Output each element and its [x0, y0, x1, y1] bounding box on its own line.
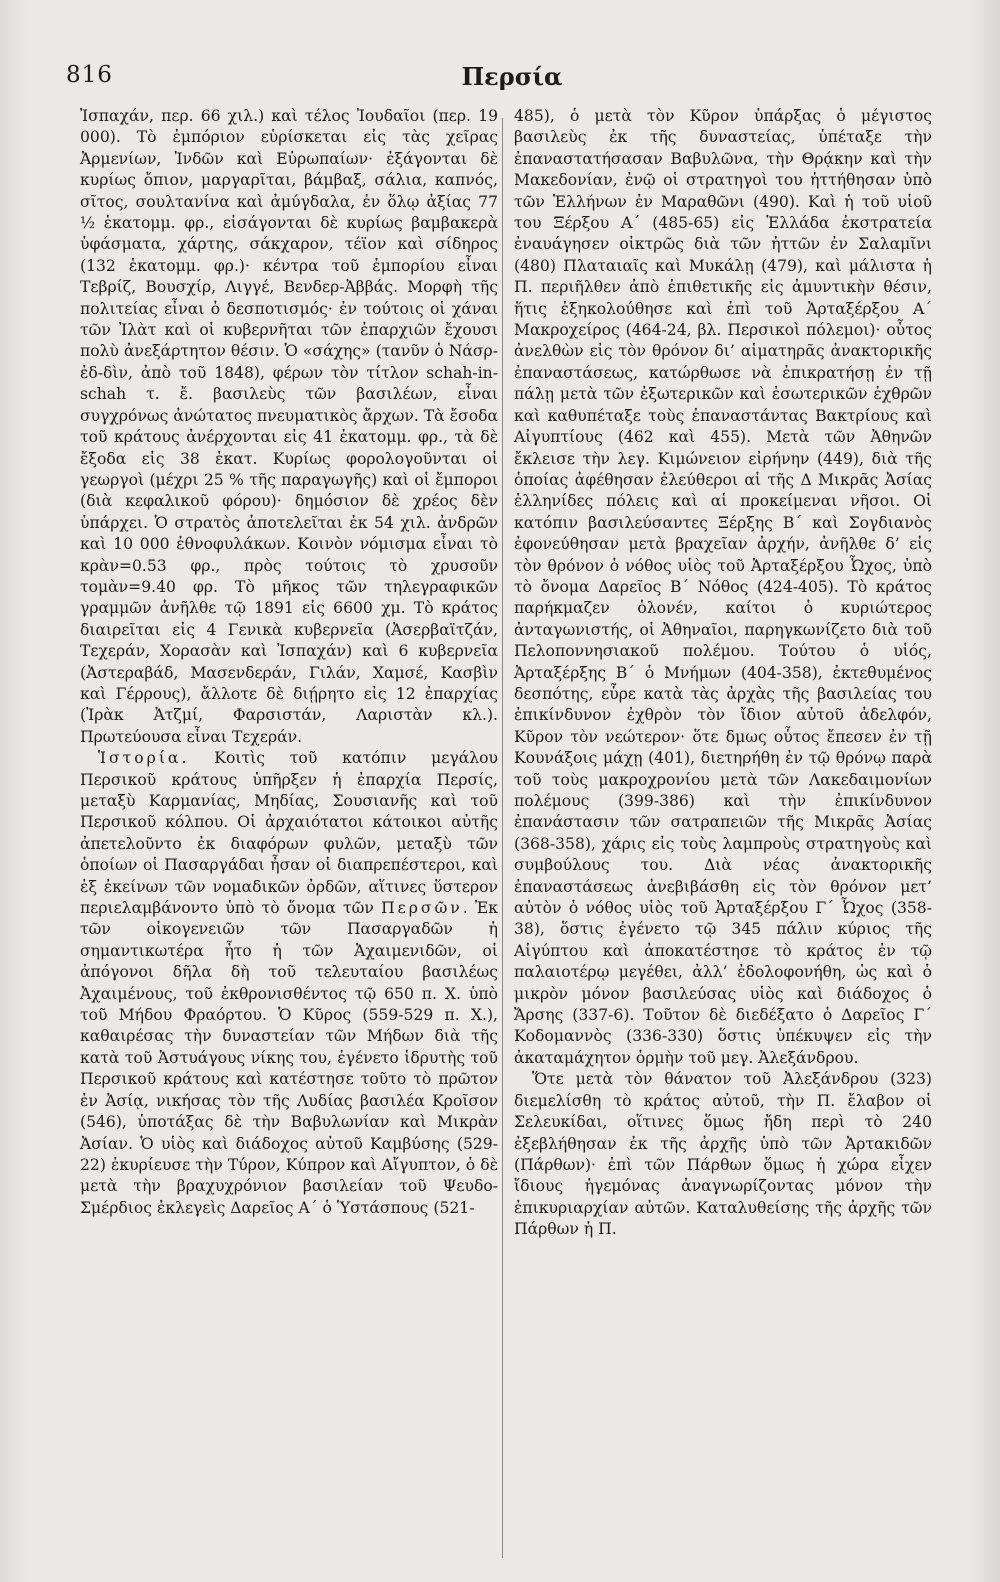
persians-name: Περσῶν	[381, 899, 463, 918]
running-title: Περσία	[461, 62, 563, 91]
column-divider	[502, 118, 503, 1558]
page-header	[66, 62, 958, 102]
right-column	[514, 106, 932, 1241]
history-paragraph	[80, 748, 498, 1219]
history-continuation: . Ἐκ τῶν οἰκογενειῶν τῶν Πασαργαδῶν ἡ σημαντικωτέρα ἦτο ἡ τῶν Ἀχαιμενιδῶν, οἱ ἀπόγονοι δῆλα δὴ τοῦ τελευταίου βασιλέως Ἀχαιμένους, τοῦ ἐκθρονισθέντος τῷ 650 π. Χ. ὑπὸ τοῦ Μήδου Φραόρτου. Ὁ Κῦρος (559-529 π. Χ.), καθαιρέσας τὴν δυναστείαν τῶν Μήδων διὰ τῆς κατὰ τοῦ Ἀστυάγους νίκης του, ἐγένετο ἱδρυτὴς τοῦ Περσικοῦ κράτους καὶ κατέστησε τοῦτο τὸ πρῶτον ἐν Ἀσίᾳ, νικήσας τὸν τῆς Λυδίας βασιλέα Κροῖσον (546), ὑποτάξας δὲ τὴν Βαβυλωνίαν καὶ Μικρὰν Ἀσίαν. Ὁ υἱὸς καὶ διάδοχος αὐτοῦ Καμβύσης (529-22) ἐκυρίευσε τὴν Τύρον, Κύπρον καὶ Αἴγυπτον, ὁ δὲ μετὰ τὴν βραχυχρόνιον βασιλείαν τοῦ Ψευδο-Σμέρδιος ἐκλεγεὶς Δαρεῖος Α΄ ὁ Ὑστάσπους (521-	[80, 899, 498, 1217]
page-number: 816	[66, 62, 113, 88]
history-lead: Ἱστορία.	[98, 749, 190, 768]
achaemenid-paragraph: 485), ὁ μετὰ τὸν Κῦρον ὑπάρξας ὁ μέγιστος βασιλεὺς ἐκ τῆς δυναστείας, ὑπέταξε τὴν ἐπαναστατήσασαν Βαβυλῶνα, τὴν Θρᾴκην καὶ τὴν Μακεδονίαν, ἐνῷ οἱ στρατηγοὶ του ἡττήθησαν ὑπὸ τῶν Ἑλλήνων ἐν Μαραθῶνι (490). Καὶ ἡ τοῦ υἱοῦ του Ξέρξου Α΄ (485-65) εἰς Ἑλλάδα ἐκστρατεία ἐναυάγησεν οἰκτρῶς διὰ τῶν ἡττῶν ἐν Σαλαμῖνι (480) Πλαταιαῖς καὶ Μυκάλῃ (479), καὶ μάλιστα ἡ Π. περιῆλθεν ἀπὸ ἐπιθετικῆς εἰς ἀμυντικὴν θέσιν, ἥτις ἐξηκολούθησε καὶ ἐπὶ τοῦ Ἀρταξέρξου Α΄ Μακροχείρος (464-24, βλ. Περσικοὶ πόλεμοι)· οὗτος ἀνελθὼν εἰς τὸν θρόνον δι’ αἱματηρᾶς ἀνακτορικῆς ἐπαναστάσεως, κατώρθωσε νὰ ἐπικρατήσῃ ἐν τῇ πάλῃ μετὰ τῶν ἐξωτερικῶν καὶ ἐσωτερικῶν ἐχθρῶν καὶ καθυπέταξε τοὺς ἐπαναστάντας Βακτρίους καὶ Αἰγυπτίους (462 καὶ 455). Μετὰ τῶν Ἀθηνῶν ἔκλεισε τὴν λεγ. Κιμώνειον εἰρήνην (449), διὰ τῆς ὁποίας ἀφέθησαν ἐλεύθεροι αἱ τῆς Δ Μικρᾶς Ἀσίας ἑλληνίδες πόλεις καὶ αἱ προκείμεναι νῆσοι. Οἱ κατόπιν βασιλεύσαντες Ξέρξης Β΄ καὶ Σογδιανὸς ἐφονεύθησαν μετὰ βραχεῖαν ἀρχήν, ἀνῆλθε δ’ εἰς τὸν θρόνον ὁ νόθος υἱὸς τοῦ Ἀρταξέρξου Ὦχος, ὑπὸ τὸ ὄνομα Δαρεῖος Β΄ Νόθος (424-405). Τὸ κράτος παρήκμαζεν ὁλονέν, καίτοι ὁ κυριώτερος ἀνταγωνιστής, οἱ Ἀθηναῖοι, παρηγκωνίζετο διὰ τοῦ Πελοποννησιακοῦ πολέμου. Τούτου ὁ υἱός, Ἀρταξέρξης Β΄ ὁ Μνήμων (404-358), ἐκτεθυμένος δεσπότης, εὗρε κατὰ τὰς ἀρχὰς τῆς βασιλείας του ἐπικίνδυνον ἐχθρὸν τὸν ἴδιον αὐτοῦ ἀδελφόν, Κῦρον τὸν νεώτερον· ὅτε δμως οὗτος ἔπεσεν ἐν τῇ Κουνάξοις μάχῃ (401), διετηρήθη ἐν τῷ θρόνῳ παρὰ τοῦ τοὺς μακροχρονίου μετὰ τῶν Λακεδαιμονίων πολέμους (399-386) καὶ τὴν ἐπικίνδυνον ἐπανάστασιν τῶν σατραπειῶν τῆς Μικρᾶς Ἀσίας (368-358), χάρις εἰς τοὺς λαμπροὺς στρατηγοὺς καὶ συμβούλους του. Διὰ νέας ἀνακτορικῆς ἐπαναστάσεως ἀνεβιβάσθη εἰς τὸν θρόνον μετ’ αὐτὸν ὁ νόθος υἱὸς τοῦ Ἀρταξέρξου Γ΄ Ὦχος (358-38), ὅστις ἐγένετο τῷ 345 πάλιν κύριος τῆς Αἰγύπτου καὶ ἀποκατέστησε τὸ κράτος ἐν τῷ παλαιοτέρῳ μεγέθει, ἀλλ’ ἐδολοφονήθη, ὡς καὶ ὁ μικρὸν μόνον βασιλεύσας υἱὸς καὶ διάδοχος ὁ Ἄρσης (337-6). Τοῦτον δὲ διεδέξατο ὁ Δαρεῖος Γ΄ Κοδομαννὸς (336-330) ὅστις ὑπέκυψεν εἰς τὴν ἀκαταμάχητον ὁρμὴν τοῦ μεγ. Ἀλεξάνδρου.	[514, 107, 932, 1067]
commerce-paragraph: Ἰσπαχάν, περ. 66 χιλ.) καὶ τέλος Ἰουδαῖοι (περ. 19 000). Τὸ ἐμπόριον εὑρίσκεται εἰς τὰς χεῖρας Ἀρμενίων, Ἰνδῶν καὶ Εὐρωπαίων· ἐξάγονται δὲ κυρίως ὄπιον, μαργαρῖται, βάμβαξ, σάλια, καπνός, σῖτος, σουλτανίνα καὶ ἀμύγδαλα, ἐν ὅλῳ ἀξίας 77 ½ ἑκατομμ. φρ., εἰσάγονται δὲ κυρίως βαμβακερὰ ὑφάσματα, χάρτης, σάκχαρον, τέϊον καὶ σίδηρος (132 ἑκατομμ. φρ.)· κέντρα τοῦ ἐμπορίου εἶναι Τεβρίζ, Βουσχίρ, Λιγγέ, Βενδερ-Ἀββάς. Μορφὴ τῆς πολιτείας εἶναι ὁ δεσποτισμός· ἐν τούτοις οἱ χάναι τῶν Ἰλὰτ καὶ οἱ κυβερνῆται τῶν ἐπαρχιῶν ἔχουσι πολὺ ἀνεξάρτητον θέσιν. Ὁ «σάχης» (τανῦν ὁ Νάσρ-ἐδ-δὶν, ἀπὸ τοῦ 1848), φέρων τὸν τίτλον schah-in-schah τ. ἔ. βασιλεὺς τῶν βασιλέων, εἶναι συγχρόνως ἀνώτατος πνευματικὸς ἄρχων. Τὰ ἔσοδα τοῦ κράτους ἀνέρχονται εἰς 41 ἑκατομμ. φρ., τὰ δὲ ἔξοδα εἰς 38 ἑκατ. Κυρίως φορολογοῦνται οἱ γεωργοὶ (μέχρι 25 % τῆς παραγωγῆς) καὶ οἱ ἔμποροι (διὰ κεφαλικοῦ φόρου)· δημόσιον δὲ χρέος δὲν ὑπάρχει. Ὁ στρατὸς ἀποτελεῖται ἐκ 54 χιλ. ἀνδρῶν καὶ 10 000 ἐθνοφυλάκων. Κοινὸν νόμισμα εἶναι τὸ κρὰν=0.53 φρ., πρὸς τούτοις τὸ χρυσοῦν τομὰν=9.40 φρ. Τὸ μῆκος τῶν τηλεγραφικῶν γραμμῶν ἀνῆλθε τῷ 1891 εἰς 6600 χμ. Τὸ κράτος διαιρεῖται εἰς 4 Γενικὰ κυβερνεῖα (Ἀσερβαϊτζάν, Τεχεράν, Χορασὰν καὶ Ἰσπαχάν) καὶ 6 κυβερνεῖα (Ἀστεραβάδ, Μασενδεράν, Γιλάν, Χαμσέ, Κασβὶν καὶ Γέρρους), ἄλλοτε δὲ διῄρητο εἰς 12 ἐπαρχίας (Ἰρὰκ Ἀτζμί, Φαρσιστάν, Λαριστὰν κλ.). Πρωτεύουσα εἶναι Τεχεράν.	[80, 107, 498, 746]
left-column	[80, 106, 498, 1219]
seleucid-paragraph: Ὅτε μετὰ τὸν θάνατον τοῦ Ἀλεξάνδρου (323) διεμελίσθη τὸ κράτος αὐτοῦ, τὴν Π. ἔλαβον οἱ Σελευκίδαι, οἵτινες ὅμως ἤδη περὶ τὸ 240 ἐξεβλήθησαν ἐκ τῆς ἀρχῆς ὑπὸ τῶν Ἀρτακιδῶν (Πάρθων)· ἐπὶ τῶν Πάρθων ὅμως ἡ χώρα εἶχεν ἴδιους ἡγεμόνας ἀναγνωρίζοντας μόνον τὴν ἐπικυριαρχίαν αὐτῶν. Καταλυθείσης τῆς ἀρχῆς τῶν Πάρθων ἡ Π.	[514, 1070, 932, 1239]
history-text: Κοιτὶς τοῦ κατόπιν μεγάλου Περσικοῦ κράτους ὑπῆρξεν ἡ ἐπαρχία Περσίς, μεταξὺ Καρμανίας, Μηδίας, Σουσιανῆς καὶ τοῦ Περσικοῦ κόλπου. Οἱ ἀρχαιότατοι κάτοικοι αὐτῆς ἀπετελοῦντο ἐκ διαφόρων φυλῶν, μεταξὺ τῶν ὁποίων οἱ Πασαργάδαι ἦσαν οἱ διαπρεπέστεροι, καὶ ἐξ ἐκείνων τῶν νομαδικῶν ὀρδῶν, αἵτινες ὕστερον περιελαμβάνοντο ὑπὸ τὸ ὄνομα τῶν	[80, 749, 498, 918]
